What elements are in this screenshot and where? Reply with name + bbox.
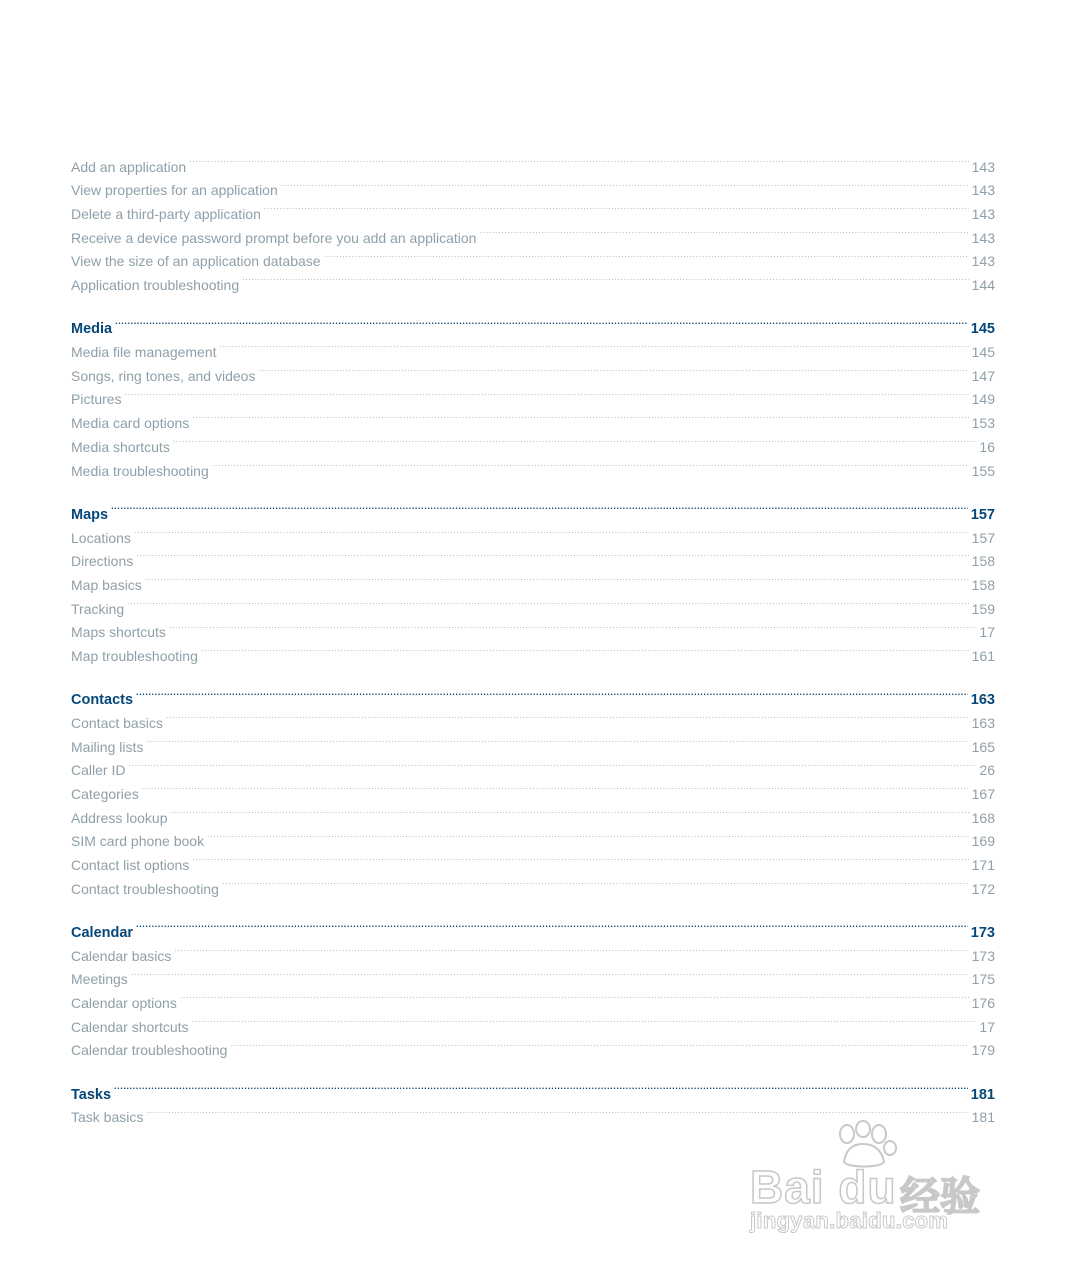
dot-leader [324,243,969,267]
entry-title: Address lookup [71,809,168,826]
toc-entry[interactable] [71,775,995,802]
entry-title: Tracking [71,600,125,617]
page-number: 171 [971,857,995,874]
dot-leader [281,172,969,196]
toc-group [71,310,995,479]
toc-group [71,913,995,1059]
page-number: 169 [971,833,995,850]
dot-leader [174,937,968,961]
entry-title: Contact troubleshooting [71,880,219,897]
toc-entry[interactable] [71,404,995,432]
dot-leader [115,310,968,334]
page-number: 143 [971,229,995,246]
page-number: 181 [970,1086,995,1103]
entry-title: Add an application [71,158,187,175]
toc-entry[interactable] [71,799,995,826]
toc-entry[interactable] [71,637,995,664]
toc-group [71,1075,995,1126]
dot-leader [192,404,968,428]
entry-title: Maps shortcuts [71,624,166,641]
page-number: 163 [970,692,995,709]
entry-title: Media card options [71,415,190,432]
toc-entry[interactable] [71,333,995,361]
dot-leader [136,913,968,937]
dot-leader [166,704,969,728]
entry-title: Contact basics [71,714,163,731]
section-title: Calendar [71,925,134,941]
dot-leader [169,614,976,638]
entry-title: Task basics [71,1109,144,1126]
entry-title: View properties for an application [71,182,278,199]
page-number: 157 [970,506,995,523]
page-number: 179 [971,1042,995,1059]
dot-leader [145,566,969,590]
dot-leader [222,870,969,894]
dot-leader [207,823,969,847]
page-number: 165 [971,738,995,755]
entry-title: Mailing lists [71,738,144,755]
page-number: 143 [971,182,995,199]
page-number: 176 [971,995,995,1012]
toc-entry[interactable] [71,961,995,988]
page-number: 159 [971,600,995,617]
toc-section-heading[interactable] [71,1075,995,1103]
dot-leader [173,428,977,452]
dot-leader [136,681,968,705]
section-title: Tasks [71,1086,112,1103]
toc-entry[interactable] [71,428,995,455]
toc-entry[interactable] [71,752,995,779]
entry-title: Calendar options [71,995,177,1012]
page-number: 155 [971,462,995,479]
toc-group [71,148,995,294]
page-number: 143 [971,206,995,223]
page-number: 147 [971,367,995,384]
entry-title: Meetings [71,971,128,988]
dot-leader [131,961,969,985]
dot-leader [171,799,969,823]
dot-leader [180,984,969,1008]
page-number: 158 [971,576,995,593]
dot-leader [125,381,969,405]
toc-section-heading[interactable] [71,310,995,338]
entry-title: Calendar troubleshooting [71,1042,228,1059]
dot-leader [128,752,976,776]
entry-title: Media troubleshooting [71,462,209,479]
page-number: 173 [971,947,995,964]
toc-entry[interactable] [71,172,995,199]
toc-entry[interactable] [71,984,995,1012]
entry-title: Calendar basics [71,947,172,964]
entry-title: Pictures [71,391,122,408]
toc-entry[interactable] [71,870,995,897]
dot-leader [134,519,969,543]
toc-entry[interactable] [71,1032,995,1059]
toc-entry[interactable] [71,148,995,175]
toc-entry[interactable] [71,590,995,617]
toc-entry[interactable] [71,1099,995,1126]
watermark-url: jingyan.baidu.com [750,1208,949,1233]
page-number: 163 [971,714,995,731]
page-number: 149 [971,391,995,408]
toc-entry[interactable] [71,846,995,874]
baidu-jingyan-watermark [750,1120,1000,1240]
page-number: 167 [971,785,995,802]
toc-section-heading[interactable] [71,913,995,941]
entry-title: Delete a third-party application [71,206,261,223]
entry-title: Media shortcuts [71,438,170,455]
page-number: 153 [971,415,995,432]
page-number: 145 [970,321,995,338]
toc-entry[interactable] [71,704,995,731]
dot-leader [201,637,969,661]
toc-section-heading[interactable] [71,495,995,523]
page-number: 143 [971,158,995,175]
dot-leader [212,452,969,476]
dot-leader [142,775,969,799]
toc-entry[interactable] [71,519,995,546]
toc-entry[interactable] [71,381,995,408]
watermark-brand: Bai du [750,1161,897,1213]
toc-entry[interactable] [71,543,995,570]
dot-leader [230,1032,968,1056]
entry-title: Locations [71,529,131,546]
page-number: 17 [979,624,995,641]
section-title: Contacts [71,692,134,709]
page-number: 173 [970,925,995,941]
dot-leader [192,1008,977,1032]
toc-entry[interactable] [71,1008,995,1035]
section-title: Media [71,321,113,338]
toc-entry[interactable] [71,566,995,593]
toc-group [71,681,995,897]
entry-title: Receive a device password prompt before you add an application [71,229,477,246]
dot-leader [114,1075,968,1099]
page-number: 161 [971,647,995,664]
dot-leader [192,846,968,870]
page-number: 26 [979,762,995,779]
page-number: 144 [971,277,995,294]
page-number: 175 [971,971,995,988]
entry-title: Caller ID [71,762,126,779]
watermark-brand-cn: 经验 [900,1174,980,1220]
toc-entry[interactable] [71,728,995,755]
entry-title: Map troubleshooting [71,647,198,664]
page-number: 143 [971,253,995,270]
entry-title: Media file management [71,344,217,361]
entry-title: Directions [71,553,134,570]
page-number: 172 [971,880,995,897]
dot-leader [242,266,969,290]
entry-title: Songs, ring tones, and videos [71,367,256,384]
page-number: 16 [979,438,995,455]
dot-leader [146,728,968,752]
dot-leader [111,495,968,519]
entry-title: Map basics [71,576,142,593]
dot-leader [127,590,968,614]
entry-title: Application troubleshooting [71,277,240,294]
toc-group [71,495,995,664]
entry-title: Categories [71,785,139,802]
entry-title: Contact list options [71,857,190,874]
toc-entry[interactable] [71,614,995,641]
section-title: Maps [71,506,109,523]
toc-entry[interactable] [71,452,995,479]
page-number: 168 [971,809,995,826]
toc-entry[interactable] [71,937,995,964]
toc-section-heading[interactable] [71,681,995,709]
dot-leader [479,219,968,243]
dot-leader [189,148,968,172]
entry-title: View the size of an application database [71,253,321,270]
entry-title: Calendar shortcuts [71,1018,189,1035]
dot-leader [258,357,968,381]
entry-title: SIM card phone book [71,833,205,850]
page-number: 181 [971,1109,995,1126]
table-of-contents [71,148,995,1126]
page-number: 157 [971,529,995,546]
dot-leader [146,1099,968,1123]
toc-entry[interactable] [71,823,995,850]
dot-leader [220,333,969,357]
page-number: 158 [971,553,995,570]
dot-leader [264,195,969,219]
dot-leader [136,543,968,567]
page-number: 17 [979,1018,995,1035]
page-number: 145 [971,344,995,361]
